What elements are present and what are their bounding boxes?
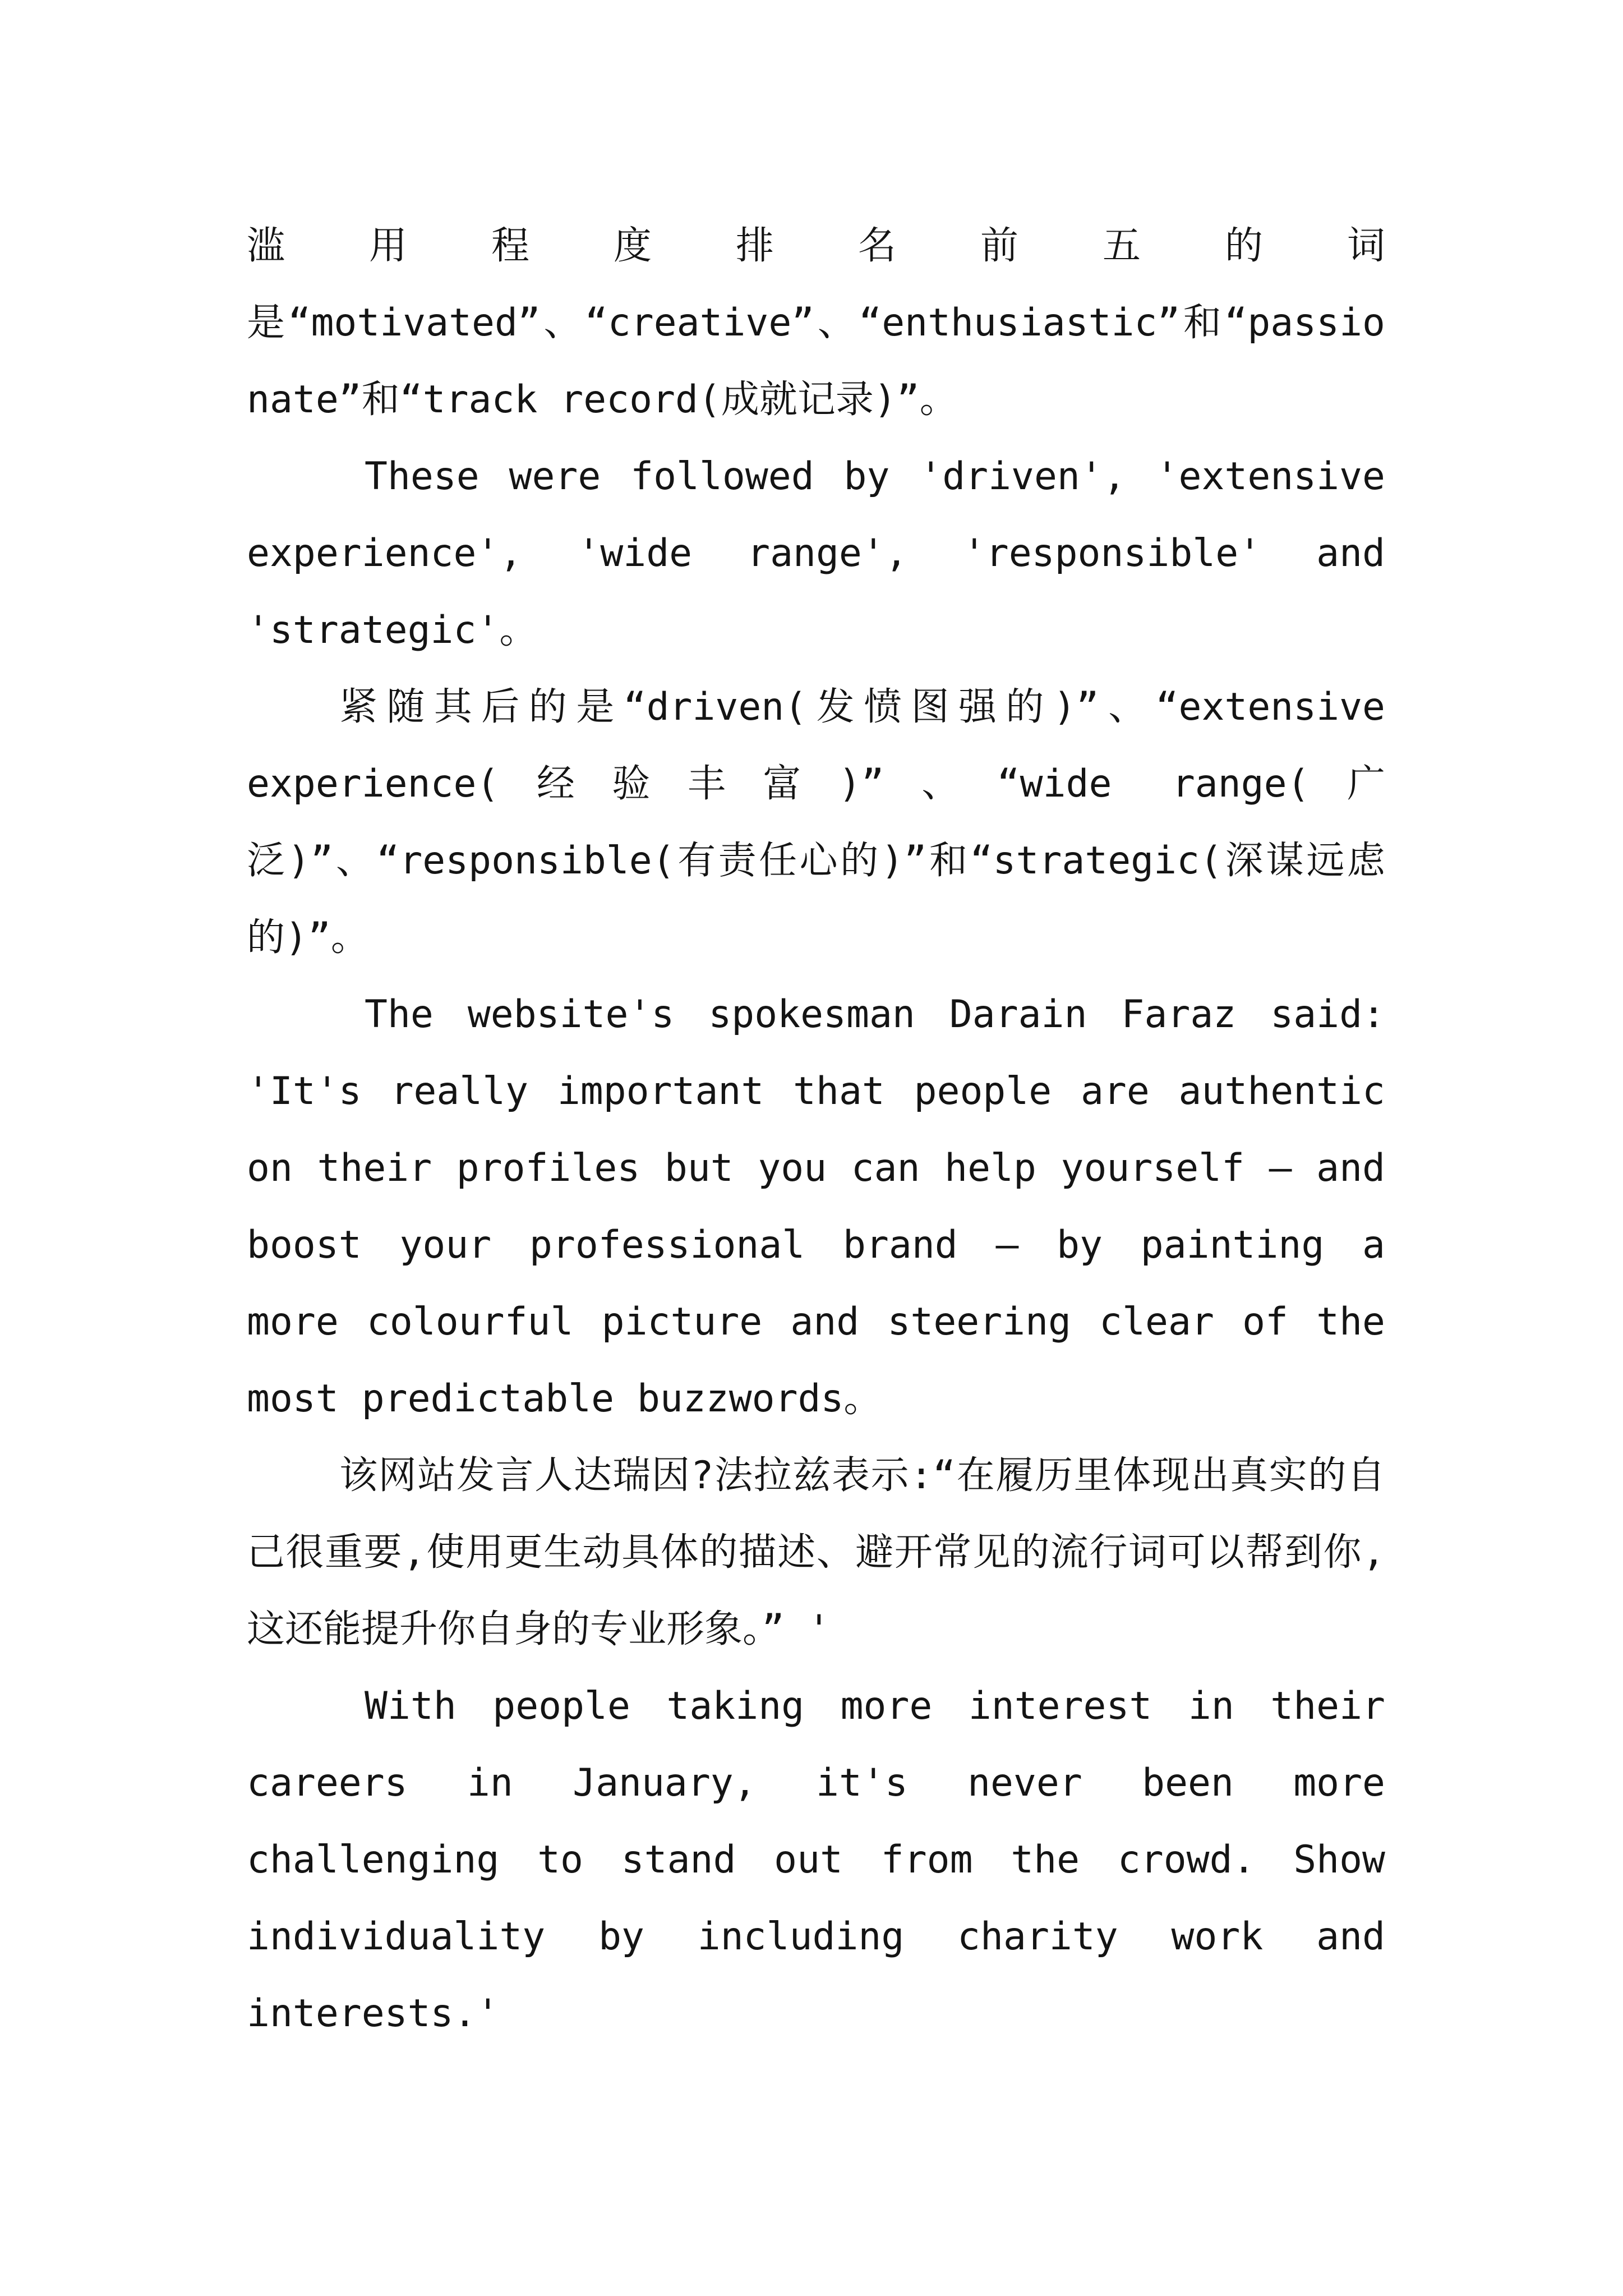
paragraph-zh-spokesman-quote: 该网站发言人达瑞因?法拉兹表示:“在履历里体现出真实的自己很重要,使用更生动具体的描述、避开常见的流行词可以帮到你,这还能提升你自身的专业形象。” ' xyxy=(247,1453,1385,1651)
paragraph-en-stand-out: With people taking more interest in their careers in January, it's never been more challenging to stand out from the crowd. Show individuality by including charity work and interests.' xyxy=(247,1684,1385,2036)
paragraph-en-spokesman-quote: The website's spokesman Darain Faraz said: 'It's really important that people are authentic on their profiles but you can help yourself – and boost your professional brand – by painting a more colourful picture and steering clear of the most predictable buzzwords。 xyxy=(247,992,1385,1421)
paragraph-en-followed-by: These were followed by 'driven', 'extensive experience', 'wide range', 'responsible' and 'strategic'。 xyxy=(247,454,1385,652)
paragraph-zh-top-buzzwords: 滥用程度排名前五的词是“motivated”、“creative”、“enthusiastic”和“passionate”和“track record(成就记录)”。 xyxy=(247,224,1385,422)
paragraph-zh-followed-by: 紧随其后的是“driven(发愤图强的)”、“extensive experience(经验丰富)”、“wide range(广泛)”、“responsible(有责任心的)”和“strategic(深谋远虑的)”。 xyxy=(247,685,1385,960)
document-body xyxy=(247,208,1385,2052)
